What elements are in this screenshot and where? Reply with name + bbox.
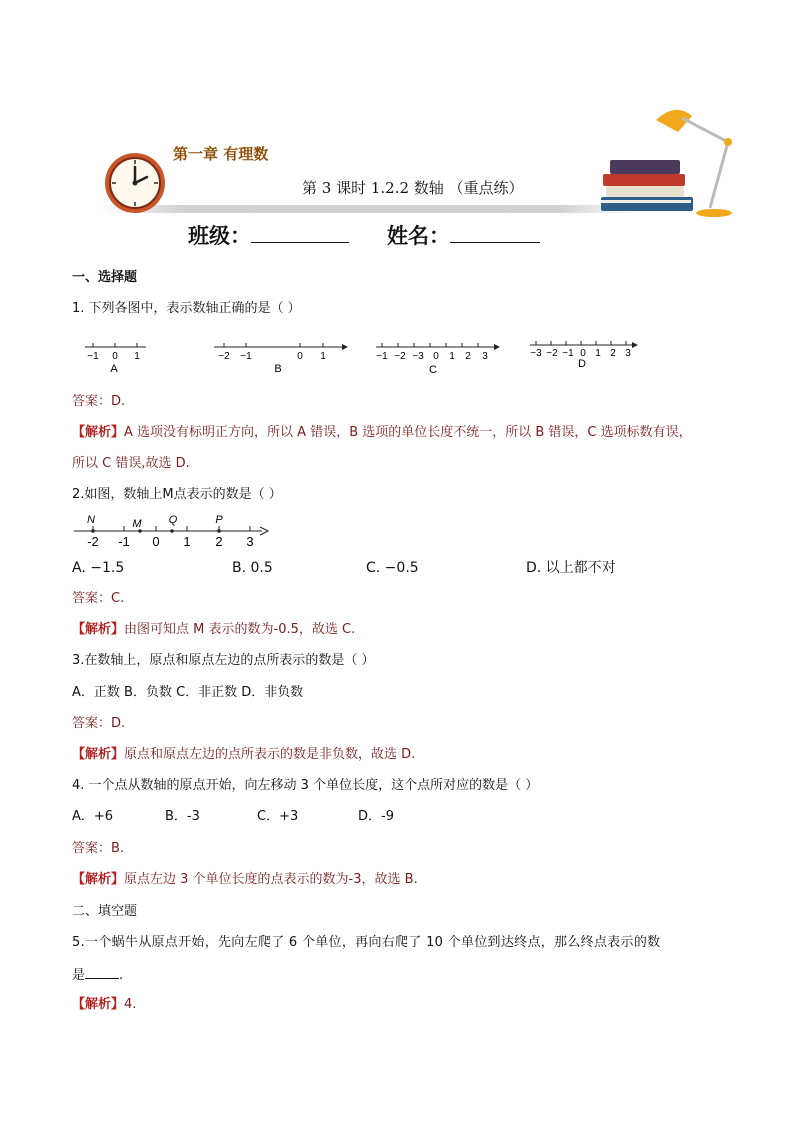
option-a[interactable]: A. −1.5 bbox=[72, 560, 125, 576]
tick-label: 3 bbox=[246, 534, 254, 549]
number-line-d bbox=[530, 341, 638, 370]
question-1-explanation bbox=[72, 424, 692, 442]
question-4-explanation bbox=[72, 871, 418, 889]
tick-label: -1 bbox=[118, 534, 130, 549]
explanation-text: 原点和原点左边的点所表示的数是非负数，故选 D. bbox=[124, 747, 416, 762]
question-1-answer: 答案：D. bbox=[72, 394, 126, 409]
question-2-answer: 答案：C. bbox=[72, 591, 125, 606]
explanation-tag: 【解析】 bbox=[72, 872, 125, 887]
explanation-text: 由图可知点 M 表示的数为-0.5，故选 C. bbox=[124, 622, 356, 637]
question-1-figures bbox=[80, 335, 660, 379]
question-2-explanation bbox=[72, 621, 355, 639]
figure-letter: A bbox=[110, 363, 118, 375]
tick-label: 3 bbox=[625, 348, 631, 359]
explanation-text: 4. bbox=[124, 997, 137, 1012]
tick-label: 1 bbox=[449, 351, 455, 362]
question-5-stem-cont bbox=[72, 965, 123, 985]
question-4-stem: 4. 一个点从数轴的原点开始，向左移动 3 个单位长度，这个点所对应的数是（ ） bbox=[72, 778, 539, 793]
question-5-explanation bbox=[72, 996, 136, 1014]
option-a[interactable]: A．+6 bbox=[72, 809, 114, 824]
explanation-tag: 【解析】 bbox=[72, 997, 125, 1012]
tick-label: −1 bbox=[87, 351, 99, 362]
tick-label: 3 bbox=[482, 351, 488, 362]
point-label: Q bbox=[168, 514, 178, 526]
question-4-options bbox=[72, 808, 472, 826]
tick-label: −2 bbox=[546, 348, 558, 359]
question-3-options: A．正数 B．负数 C．非正数 D．非负数 bbox=[72, 685, 304, 700]
class-name-row bbox=[188, 220, 540, 250]
point-label: P bbox=[215, 514, 223, 526]
number-line-a bbox=[85, 343, 146, 375]
tick-label: −1 bbox=[240, 351, 252, 362]
option-c[interactable]: C. −0.5 bbox=[366, 560, 419, 576]
tick-label: -2 bbox=[87, 534, 99, 549]
tick-label: −3 bbox=[530, 348, 542, 359]
name-label: 姓名： bbox=[387, 223, 450, 248]
chapter-title: 第一章 有理数 bbox=[173, 145, 269, 163]
figure-letter: C bbox=[429, 364, 437, 376]
section-title: 一、选择题 bbox=[72, 270, 138, 285]
question-4-answer: 答案：B. bbox=[72, 841, 125, 856]
class-label: 班级： bbox=[188, 223, 251, 248]
explanation-text: 原点左边 3 个单位长度的点表示的数为-3，故选 B. bbox=[124, 872, 418, 887]
number-line-c bbox=[376, 343, 500, 376]
stem-text: . bbox=[119, 968, 124, 983]
question-5-stem: 5.一个蜗牛从原点开始，先向左爬了 6 个单位，再向右爬了 10 个单位到达终点，那么终点表示的数 bbox=[72, 935, 661, 950]
question-1-stem: 1. 下列各图中，表示数轴正确的是（ ） bbox=[72, 301, 301, 316]
clock-icon bbox=[103, 150, 167, 214]
tick-label: −2 bbox=[394, 351, 406, 362]
tick-label: −1 bbox=[376, 351, 388, 362]
tick-label: −3 bbox=[412, 351, 424, 362]
number-line-b bbox=[214, 343, 348, 375]
question-2-stem: 2.如图，数轴上M点表示的数是（ ） bbox=[72, 487, 282, 502]
option-d[interactable]: D. 以上都不对 bbox=[526, 560, 616, 576]
question-3-answer: 答案：D. bbox=[72, 716, 126, 731]
name-blank[interactable] bbox=[450, 224, 540, 243]
option-c[interactable]: C．+3 bbox=[257, 809, 299, 824]
class-blank[interactable] bbox=[251, 224, 349, 243]
explanation-tag: 【解析】 bbox=[72, 747, 125, 762]
figure-letter: D bbox=[578, 358, 586, 370]
tick-label: −1 bbox=[562, 348, 574, 359]
lesson-title: 第 3 课时 1.2.2 数轴 （重点练） bbox=[302, 179, 524, 197]
explanation-tag: 【解析】 bbox=[72, 622, 125, 637]
header-band bbox=[100, 205, 640, 213]
tick-label: 0 bbox=[297, 351, 303, 362]
option-b[interactable]: B．-3 bbox=[165, 809, 200, 824]
tick-label: 1 bbox=[320, 351, 326, 362]
question-2-options bbox=[72, 559, 672, 579]
desk-lamp-icon bbox=[598, 98, 740, 220]
option-d[interactable]: D．-9 bbox=[358, 809, 394, 824]
tick-label: 0 bbox=[433, 351, 439, 362]
explanation-text: A 选项没有标明正方向，所以 A 错误，B 选项的单位长度不统一，所以 B 错误，C 选项标数有误， bbox=[124, 425, 692, 440]
point-label: N bbox=[87, 514, 95, 526]
tick-label: 0 bbox=[112, 351, 118, 362]
tick-label: 1 bbox=[595, 348, 601, 359]
tick-label: 2 bbox=[465, 351, 471, 362]
question-1-explanation-cont: 所以 C 错误,故选 D. bbox=[72, 456, 190, 471]
question-3-explanation bbox=[72, 746, 415, 764]
tick-label: 1 bbox=[183, 534, 191, 549]
explanation-tag: 【解析】 bbox=[72, 425, 125, 440]
books-icon bbox=[601, 160, 693, 211]
tick-label: 0 bbox=[152, 534, 160, 549]
option-b[interactable]: B. 0.5 bbox=[232, 560, 273, 576]
stem-text: 是 bbox=[72, 968, 86, 983]
figure-letter: B bbox=[274, 363, 282, 375]
tick-label: 1 bbox=[134, 351, 140, 362]
question-3-stem: 3.在数轴上，原点和原点左边的点所表示的数是（ ） bbox=[72, 653, 375, 668]
tick-label: 0 bbox=[580, 348, 586, 359]
tick-label: 2 bbox=[610, 348, 616, 359]
point-label: M bbox=[132, 518, 142, 530]
answer-blank[interactable] bbox=[85, 965, 119, 979]
tick-label: 2 bbox=[215, 534, 223, 549]
tick-label: −2 bbox=[218, 351, 230, 362]
question-2-figure bbox=[72, 510, 282, 552]
section-title: 二、填空题 bbox=[72, 904, 138, 919]
